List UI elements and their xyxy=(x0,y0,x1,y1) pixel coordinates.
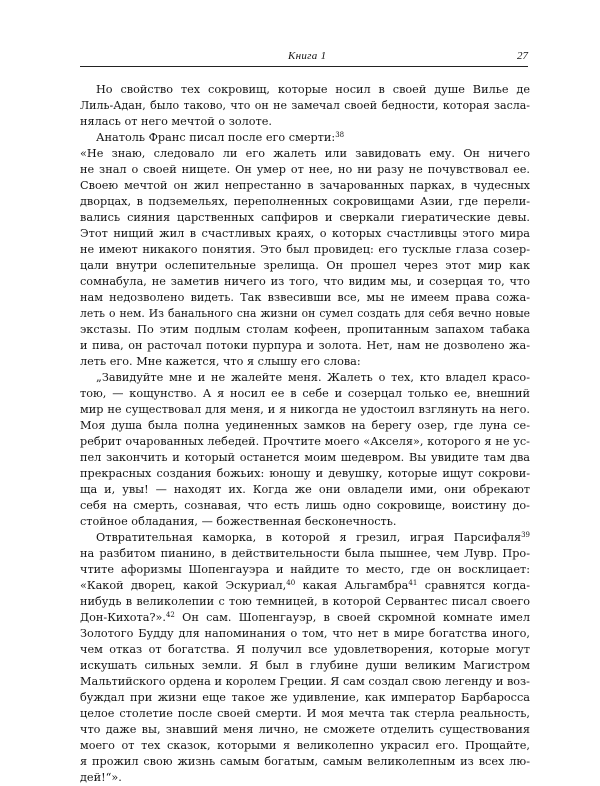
text-line: не имеют никакого понятия. Это был провидец: его тусклые глаза созер- xyxy=(80,243,530,256)
text-line: стойное обладания, — божественная бесконечность. xyxy=(80,515,397,528)
header-rule xyxy=(80,66,528,67)
text-line: экстазы. По этим подлым столам кофеен, пропитанным запахом табака xyxy=(80,323,530,336)
text-line: я прожил свою жизнь самым богатым, самым великолепным из всех лю- xyxy=(80,755,530,768)
text-line: моего от тех сказок, которыми я великолепно украсил его. Прощайте, xyxy=(80,739,530,752)
text-line: цали внутри ослепительные зрелища. Он прошел через этот мир как xyxy=(80,259,530,272)
text-line: нялась от него мечтой о золоте. xyxy=(80,115,272,128)
text-line: на разбитом пианино, в действительности была пышнее, чем Лувр. Про- xyxy=(80,547,530,560)
footnote-ref: 40 xyxy=(286,579,296,587)
text-line: ребрит очарованных лебедей. Прочтите моего «Акселя», которого я не ус- xyxy=(80,435,530,448)
text-line: и пива, он расточал потоки пурпура и золота. Нет, нам не дозволено жа- xyxy=(80,339,530,352)
running-head xyxy=(80,50,528,64)
text-line: мир не существовал для меня, и я никогда не удостоил взглянуть на него. xyxy=(80,403,530,416)
footnote-ref: 39 xyxy=(521,531,530,539)
text-line: сомнабула, не заметив ничего из того, что видим мы, и созерцая то, что xyxy=(80,275,530,288)
text-line: «Какой дворец, какой Эскуриал,$^{40}$ какая Альгамбра$^{41}$ сравнятся когда- xyxy=(80,579,530,592)
page-number: 27 xyxy=(517,50,528,62)
text-line: Дон-Кихота?».$^{42}$ Он сам. Шопенгауэр, в своей скромной комнате имел xyxy=(80,611,530,624)
text-line: нам недозволено видеть. Так взвесивши все, мы не имеем права сожа- xyxy=(80,291,530,304)
text-line: «Не знаю, следовало ли его жалеть или завидовать ему. Он ничего xyxy=(80,147,530,160)
text-line: леть его. Мне кажется, что я слышу его слова: xyxy=(80,355,361,368)
footnote-ref: 42 xyxy=(165,611,175,619)
text-line: себя на смерть, сознавая, что есть лишь одно сокровище, воистину до- xyxy=(80,499,530,512)
text-line: буждал при жизни еще такое же удивление, как император Барбаросса xyxy=(80,691,530,704)
text-line: чтите афоризмы Шопенгауэра и найдите то место, где он восклицает: xyxy=(80,563,530,576)
text-line: что даже вы, знавший меня лично, не сможете отделить существования xyxy=(80,723,530,736)
text-line: Отвратительная каморка, в которой я грезил, играя Парсифаля$^{39}$ xyxy=(96,531,530,544)
text-line: пел закончить и который останется моим шедевром. Вы увидите там два xyxy=(80,451,530,464)
text-line: Но свойство тех сокровищ, которые носил в своей душе Вилье де xyxy=(96,83,530,96)
text-line: дворцах, в подземельях, переполненных сокровищами Азии, где перели- xyxy=(80,195,530,208)
text-line: искушать сильных земли. Я был в глубине души великим Магистром xyxy=(80,659,530,672)
text-line: тою, — кощунство. А я носил ее в себе и созерцал только ее, внешний xyxy=(80,387,530,400)
text-line: Этот нищий жил в счастливых краях, о которых счастливцы этого мира xyxy=(80,227,530,240)
text-line: вались сияния царственных сапфиров и сверкали гиератические девы. xyxy=(80,211,530,224)
text-line: леть о нем. Из банального сна жизни он сумел создать для себя вечно новые xyxy=(80,307,530,320)
footnote-ref: 38 xyxy=(335,131,345,139)
text-line: Своею мечтой он жил непрестанно в зачарованных парках, в чудесных xyxy=(80,179,530,192)
text-line: Анатоль Франс писал после его смерти:$^{38}$ xyxy=(96,131,345,144)
text-line: „Завидуйте мне и не жалейте меня. Жалеть о тех, кто владел красо- xyxy=(96,371,530,384)
text-line: не знал о своей нищете. Он умер от нее, но ни разу не почувствовал ее. xyxy=(80,163,530,176)
text-line: Лиль-Адан, было таково, что он не замечал своей бедности, которая засла- xyxy=(80,99,530,112)
text-line: ща и, увы! — находят их. Когда же они овладели ими, они обрекают xyxy=(80,483,530,496)
text-line: нибудь в великолепии с тою темницей, в которой Сервантес писал своего xyxy=(80,595,530,608)
text-line: Моя душа была полна уединенных замков на берегу озер, где луна се- xyxy=(80,419,530,432)
text-line: чем отказ от богатства. Я получил все удовлетворения, которые могут xyxy=(80,643,530,656)
text-line: прекрасных создания божьих: юношу и девушку, которые ищут сокрови- xyxy=(80,467,530,480)
text-line: Мальтийского ордена и королем Греции. Я сам создал свою легенду и воз- xyxy=(80,675,530,688)
text-line: Золотого Будду для напоминания о том, что нет в мире богатства иного, xyxy=(80,627,530,640)
text-line: дей!“». xyxy=(80,771,122,784)
footnote-ref: 41 xyxy=(408,579,418,587)
text-line: целое столетие после своей смерти. И моя мечта так стерла реальность, xyxy=(80,707,530,720)
book-title: Книга 1 xyxy=(288,50,327,62)
